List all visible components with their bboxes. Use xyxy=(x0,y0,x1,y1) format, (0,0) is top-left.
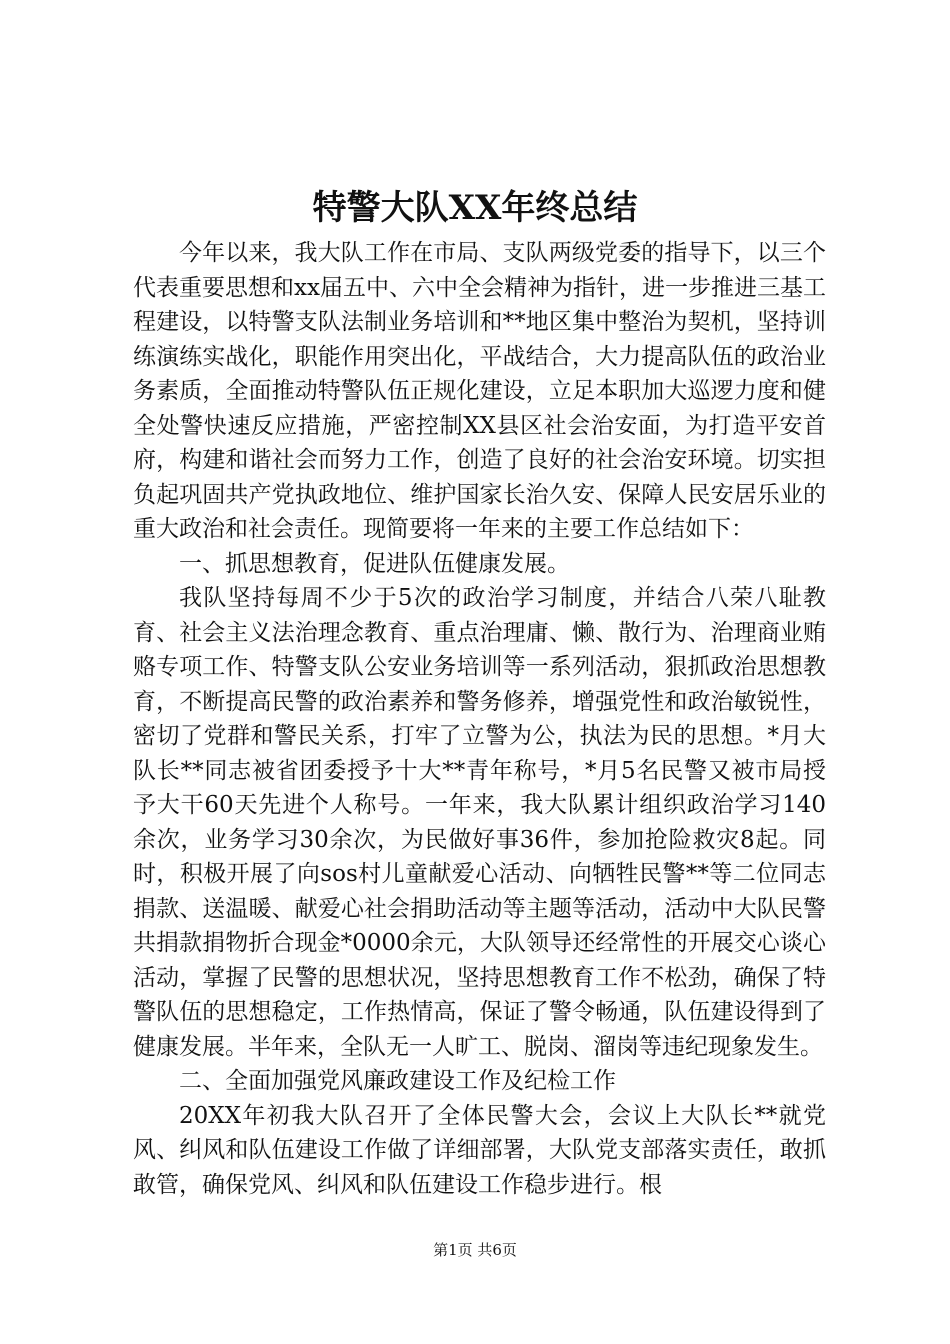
paragraph-section-1: 我队坚持每周不少于5次的政治学习制度，并结合八荣八耻教育、社会主义法治理念教育、重点治理庸、懒、散行为、治理商业贿赂专项工作、特警支队公安业务培训等一系列活动，狠抓政治思想教育，不断提高民警的政治素养和警务修养，增强党性和政治敏锐性，密切了党群和警民关系，打牢了立警为公，执法为民的思想。*月大队长**同志被省团委授予十大**青年称号，*月5名民警又被市局授予大干60天先进个人称号。一年来，我大队累计组织政治学习140余次，业务学习30余次，为民做好事36件，参加抢险救灾8起。同时，积极开展了向sos村儿童献爱心活动、向牺牲民警**等二位同志捐款、送温暖、献爱心社会捐助活动等主题等活动，活动中大队民警共捐款捐物折合现金*0000余元，大队领导还经常性的开展交心谈心活动，掌握了民警的思想状况，坚持思想教育工作不松劲，确保了特警队伍的思想稳定，工作热情高，保证了警令畅通，队伍建设得到了健康发展。半年来，全队无一人旷工、脱岗、溜岗等违纪现象发生。 xyxy=(133,585,826,1060)
document-title: 特警大队XX年终总结 xyxy=(312,188,638,228)
page-footer: 第1页 共6页 xyxy=(433,1241,517,1259)
paragraph-intro: 今年以来，我大队工作在市局、支队两级党委的指导下，以三个代表重要思想和xx届五中、六中全会精神为指针，进一步推进三基工程建设，以特警支队法制业务培训和**地区集中整治为契机，坚持训练演练实战化，职能作用突出化，平战结合，大力提高队伍的政治业务素质，全面推动特警队伍正规化建设，立足本职加大巡逻力度和健全处警快速反应措施，严密控制XX县区社会治安面，为打造平安首府，构建和谐社会而努力工作，创造了良好的社会治安环境。切实担负起巩固共产党执政地位、维护国家长治久安、保障人民安居乐业的重大政治和社会责任。现简要将一年来的主要工作总结如下： xyxy=(133,240,826,542)
section-heading-2: 二、全面加强党风廉政建设工作及纪检工作 xyxy=(179,1068,616,1094)
paragraph-section-2: 20XX年初我大队召开了全体民警大会，会议上大队长**就党风、纠风和队伍建设工作做了详细部署，大队党支部落实责任，敢抓敢管，确保党风、纠风和队伍建设工作稳步进行。根 xyxy=(133,1102,826,1198)
section-heading-1: 一、抓思想教育，促进队伍健康发展。 xyxy=(179,550,570,577)
document-body xyxy=(133,236,826,1202)
